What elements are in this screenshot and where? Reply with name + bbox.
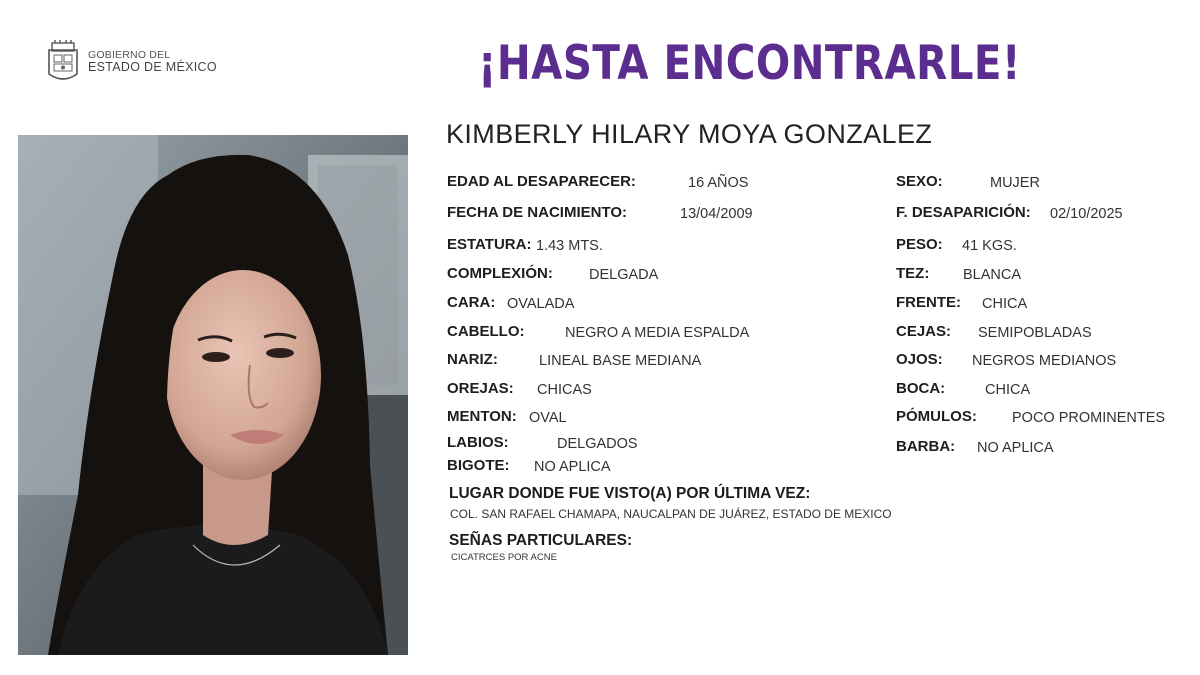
distinguishing-marks-label: SEÑAS PARTICULARES: <box>449 532 633 549</box>
detail-value-text: CHICAS <box>537 382 592 398</box>
detail-value-text: POCO PROMINENTES <box>1012 410 1166 426</box>
detail-label <box>447 408 517 425</box>
detail-value-text: NEGRO A MEDIA ESPALDA <box>565 325 750 341</box>
headline: ¡HASTA ENCONTRARLE! <box>478 36 1021 91</box>
detail-value <box>990 174 1040 191</box>
detail-label-text: CABELLO: <box>447 323 525 340</box>
detail-label-text: SEXO: <box>896 173 943 190</box>
detail-label <box>447 457 510 474</box>
detail-value <box>589 266 658 283</box>
detail-label <box>896 294 961 311</box>
detail-label-text: BARBA: <box>896 438 956 455</box>
detail-value <box>1050 205 1123 222</box>
detail-value-text: OVAL <box>529 410 567 426</box>
detail-value-text: 41 KGS. <box>962 238 1017 254</box>
detail-value <box>982 295 1027 312</box>
detail-label <box>896 351 943 368</box>
detail-value-text: NO APLICA <box>534 459 611 475</box>
detail-label-text: COMPLEXIÓN: <box>447 265 553 282</box>
detail-value-text: SEMIPOBLADAS <box>978 325 1092 341</box>
detail-label <box>896 438 955 455</box>
detail-value <box>972 352 1116 369</box>
detail-value-text: LINEAL BASE MEDIANA <box>539 353 702 369</box>
detail-value-text: 13/04/2009 <box>680 206 753 222</box>
detail-label-text: ESTATURA: <box>447 236 532 253</box>
detail-value <box>537 381 592 398</box>
detail-label <box>447 434 509 451</box>
detail-label <box>896 204 1031 221</box>
detail-label-text: OJOS: <box>896 351 943 368</box>
detail-label <box>896 236 943 253</box>
missing-person-photo <box>18 135 408 655</box>
distinguishing-marks-value: CICATRCES POR ACNE <box>451 552 557 563</box>
detail-label <box>447 173 636 190</box>
state-seal-icon <box>46 40 80 84</box>
detail-label-text: BOCA: <box>896 380 946 397</box>
detail-value-text: CHICA <box>985 382 1031 398</box>
detail-value <box>557 435 638 452</box>
detail-label <box>896 173 943 190</box>
detail-label <box>896 380 945 397</box>
detail-label-text: CEJAS: <box>896 323 952 340</box>
detail-label <box>447 351 498 368</box>
last-seen-value: COL. SAN RAFAEL CHAMAPA, NAUCALPAN DE JUÁREZ, ESTADO DE MEXICO <box>450 507 892 521</box>
gov-line-1: GOBIERNO DEL <box>88 48 171 61</box>
detail-value-text: OVALADA <box>507 296 575 312</box>
detail-label-text: BIGOTE: <box>447 457 510 474</box>
detail-label <box>896 408 977 425</box>
detail-value-text: 02/10/2025 <box>1050 206 1123 222</box>
detail-value-text: 1.43 MTS. <box>536 238 603 254</box>
detail-value-text: 16 AÑOS <box>688 175 749 191</box>
detail-value <box>680 205 753 222</box>
detail-value <box>962 237 1017 254</box>
detail-label-text: FECHA DE NACIMIENTO: <box>447 204 627 221</box>
detail-label <box>447 236 531 253</box>
detail-label-text: CARA: <box>447 294 496 311</box>
detail-label <box>447 294 495 311</box>
detail-label-text: EDAD AL DESAPARECER: <box>447 173 636 190</box>
person-name: KIMBERLY HILARY MOYA GONZALEZ <box>446 119 933 149</box>
detail-value <box>539 352 701 369</box>
detail-value <box>978 324 1092 341</box>
detail-value <box>536 237 603 254</box>
detail-label <box>896 323 951 340</box>
detail-value-text: NEGROS MEDIANOS <box>972 353 1117 369</box>
detail-label-text: NARIZ: <box>447 351 498 368</box>
detail-label-text: PÓMULOS: <box>896 408 977 425</box>
last-seen-label: LUGAR DONDE FUE VISTO(A) POR ÚLTIMA VEZ: <box>449 485 811 502</box>
portrait-image <box>18 135 408 655</box>
detail-value-text: DELGADOS <box>557 436 638 452</box>
detail-value <box>985 381 1030 398</box>
detail-label-text: FRENTE: <box>896 294 961 311</box>
detail-value-text: NO APLICA <box>977 440 1054 456</box>
detail-label-text: MENTON: <box>447 408 517 425</box>
detail-value <box>977 439 1054 456</box>
detail-label <box>447 380 514 397</box>
detail-value-text: BLANCA <box>963 267 1022 283</box>
detail-label-text: F. DESAPARICIÓN: <box>896 204 1031 221</box>
detail-label-text: PESO: <box>896 236 943 253</box>
gov-line-2: ESTADO DE MÉXICO <box>88 59 217 74</box>
detail-value-text: CHICA <box>982 296 1028 312</box>
detail-label-text: OREJAS: <box>447 380 514 397</box>
detail-value-text: MUJER <box>990 175 1040 191</box>
detail-value <box>1012 409 1165 426</box>
detail-value <box>507 295 574 312</box>
detail-value <box>529 409 567 426</box>
detail-value <box>565 324 749 341</box>
detail-label <box>896 265 929 282</box>
detail-label <box>447 265 553 282</box>
detail-value <box>963 266 1021 283</box>
detail-label <box>447 323 525 340</box>
detail-value <box>534 458 611 475</box>
detail-value-text: DELGADA <box>589 267 659 283</box>
government-logo <box>46 40 217 84</box>
detail-label-text: TEZ: <box>896 265 930 282</box>
detail-label <box>447 204 627 221</box>
detail-label-text: LABIOS: <box>447 434 509 451</box>
detail-value <box>688 174 748 191</box>
